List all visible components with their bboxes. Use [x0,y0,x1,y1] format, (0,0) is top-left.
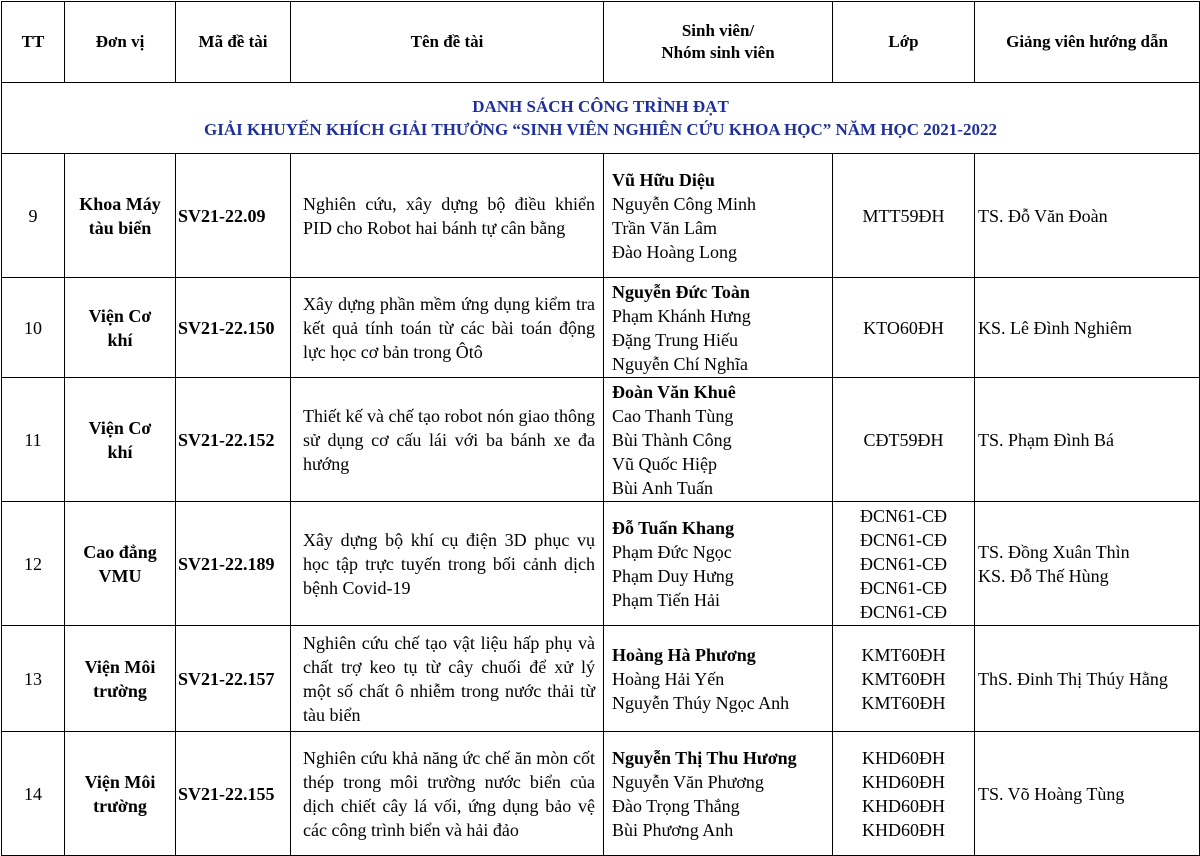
class-code: KHD60ĐH [862,747,945,768]
class-code: ĐCN61-CĐ [859,553,947,574]
supervisor-name: KS. Lê Đình Nghiêm [978,317,1132,338]
row-number: 9 [2,154,65,278]
unit-line: tàu biển [88,217,152,238]
header-students-line2: Nhóm sinh viên [661,43,775,62]
student-member: Vũ Quốc Hiệp [612,453,717,474]
unit-cell [65,626,176,732]
supervisor-cell [975,278,1200,378]
student-member: Đào Trọng Thắng [612,795,740,816]
student-member: Nguyễn Thúy Ngọc Anh [612,692,790,713]
student-member: Đào Hoàng Long [612,241,737,262]
class-code: KMT60ĐH [861,668,946,689]
student-member: Cao Thanh Tùng [612,405,734,426]
unit-line: trường [93,680,147,701]
table-row [2,278,1200,378]
class-code: KMT60ĐH [861,692,946,713]
supervisor-cell [975,732,1200,856]
unit-line: Viện Cơ [88,305,152,326]
class-code: KHD60ĐH [862,795,945,816]
unit-line: Viện Cơ [88,417,152,438]
unit-line: khí [107,329,133,350]
students-cell [604,502,833,626]
student-member: Bùi Thành Công [612,429,732,450]
class-code: CĐT59ĐH [863,429,944,450]
unit-cell [65,502,176,626]
header-class: Lớp [833,2,975,83]
row-number: 13 [2,626,65,732]
supervisor-name: ThS. Đinh Thị Thúy Hằng [978,668,1168,689]
student-member: Phạm Tiến Hải [612,589,721,610]
table-row [2,378,1200,502]
students-cell [604,378,833,502]
student-member: Bùi Phương Anh [612,819,734,840]
project-code: SV21-22.157 [176,626,291,732]
unit-cell [65,278,176,378]
unit-line: Khoa Máy [79,193,161,214]
student-lead: Đoàn Văn Khuê [612,381,736,402]
header-row [2,2,1200,83]
project-title: Thiết kế và chế tạo robot nón giao thông sử dụng cơ cấu lái với ba bánh xe đa hướng [291,378,604,502]
row-number: 14 [2,732,65,856]
project-code: SV21-22.09 [176,154,291,278]
table-row [2,502,1200,626]
students-cell [604,626,833,732]
header-supervisor: Giảng viên hướng dẫn [975,2,1200,83]
award-list-table [1,1,1200,856]
unit-cell [65,732,176,856]
supervisor-cell [975,502,1200,626]
supervisor-cell [975,626,1200,732]
table-row [2,154,1200,278]
class-code: ĐCN61-CĐ [859,577,947,598]
unit-line: VMU [98,565,142,586]
class-code: MTT59ĐH [862,205,945,226]
student-member: Nguyễn Chí Nghĩa [612,353,748,374]
banner-row [2,83,1200,154]
student-member: Bùi Anh Tuấn [612,477,714,498]
banner-cell [2,83,1200,154]
student-lead: Đỗ Tuấn Khang [612,517,735,538]
project-title: Nghiên cứu chế tạo vật liệu hấp phụ và chất trợ keo tụ từ cây chuối để xử lý một số chất ô nhiễm trong nước thải từ tàu biển [291,626,604,732]
unit-cell [65,378,176,502]
project-title: Nghiên cứu, xây dựng bộ điều khiển PID cho Robot hai bánh tự cân bằng [291,154,604,278]
class-code: KMT60ĐH [861,644,946,665]
supervisor-cell [975,154,1200,278]
project-title: Xây dựng bộ khí cụ điện 3D phục vụ học tập trực tuyến trong bối cảnh dịch bệnh Covid-19 [291,502,604,626]
row-number: 10 [2,278,65,378]
supervisor-name: TS. Đỗ Văn Đoàn [978,205,1108,226]
header-code: Mã đề tài [176,2,291,83]
header-title: Tên đề tài [291,2,604,83]
class-cell [833,626,975,732]
class-code: ĐCN61-CĐ [859,601,947,622]
supervisor-name: KS. Đỗ Thế Hùng [978,565,1109,586]
unit-line: Viện Môi [84,656,156,677]
supervisor-name: TS. Võ Hoàng Tùng [978,783,1125,804]
student-lead: Hoàng Hà Phương [612,644,756,665]
students-cell [604,278,833,378]
student-lead: Nguyễn Đức Toàn [612,281,750,302]
students-cell [604,154,833,278]
project-title: Nghiên cứu khả năng ức chế ăn mòn cốt thép trong môi trường nước biển của dịch chiết cây lá vối, ứng dụng bảo vệ các công trình biển và hải đảo [291,732,604,856]
table-row [2,626,1200,732]
class-code: KHD60ĐH [862,819,945,840]
student-member: Phạm Duy Hưng [612,565,734,586]
class-code: KTO60ĐH [863,317,944,338]
class-cell [833,154,975,278]
student-member: Nguyễn Công Minh [612,193,756,214]
project-title: Xây dựng phần mềm ứng dụng kiểm tra kết quả tính toán từ các bài toán động lực học cơ bản trong Ôtô [291,278,604,378]
project-code: SV21-22.152 [176,378,291,502]
class-cell [833,378,975,502]
banner-line1: DANH SÁCH CÔNG TRÌNH ĐẠT [472,97,729,116]
unit-cell [65,154,176,278]
supervisor-cell [975,378,1200,502]
student-member: Phạm Đức Ngọc [612,541,732,562]
class-cell [833,732,975,856]
table-row [2,732,1200,856]
student-member: Hoàng Hải Yến [612,668,725,689]
header-students [604,2,833,83]
project-code: SV21-22.189 [176,502,291,626]
class-cell [833,502,975,626]
header-tt: TT [2,2,65,83]
header-students-line1: Sinh viên/ [681,21,755,40]
student-member: Đặng Trung Hiếu [612,329,739,350]
project-code: SV21-22.150 [176,278,291,378]
unit-line: Cao đẳng [83,541,157,562]
class-cell [833,278,975,378]
supervisor-name: TS. Phạm Đình Bá [978,429,1115,450]
unit-line: trường [93,795,147,816]
student-lead: Nguyễn Thị Thu Hương [612,747,797,768]
header-unit: Đơn vị [65,2,176,83]
row-number: 12 [2,502,65,626]
student-lead: Vũ Hữu Diệu [612,169,715,190]
class-code: KHD60ĐH [862,771,945,792]
students-cell [604,732,833,856]
class-code: ĐCN61-CĐ [859,505,947,526]
student-member: Nguyễn Văn Phương [612,771,764,792]
unit-line: khí [107,441,133,462]
banner-line2: GIẢI KHUYẾN KHÍCH GIẢI THƯỞNG “SINH VIÊN NGHIÊN CỨU KHOA HỌC” NĂM HỌC 2021-2022 [204,120,997,139]
unit-line: Viện Môi [84,771,156,792]
row-number: 11 [2,378,65,502]
supervisor-name: TS. Đồng Xuân Thìn [978,541,1130,562]
project-code: SV21-22.155 [176,732,291,856]
student-member: Phạm Khánh Hưng [612,305,751,326]
student-member: Trần Văn Lâm [612,217,717,238]
class-code: ĐCN61-CĐ [859,529,947,550]
